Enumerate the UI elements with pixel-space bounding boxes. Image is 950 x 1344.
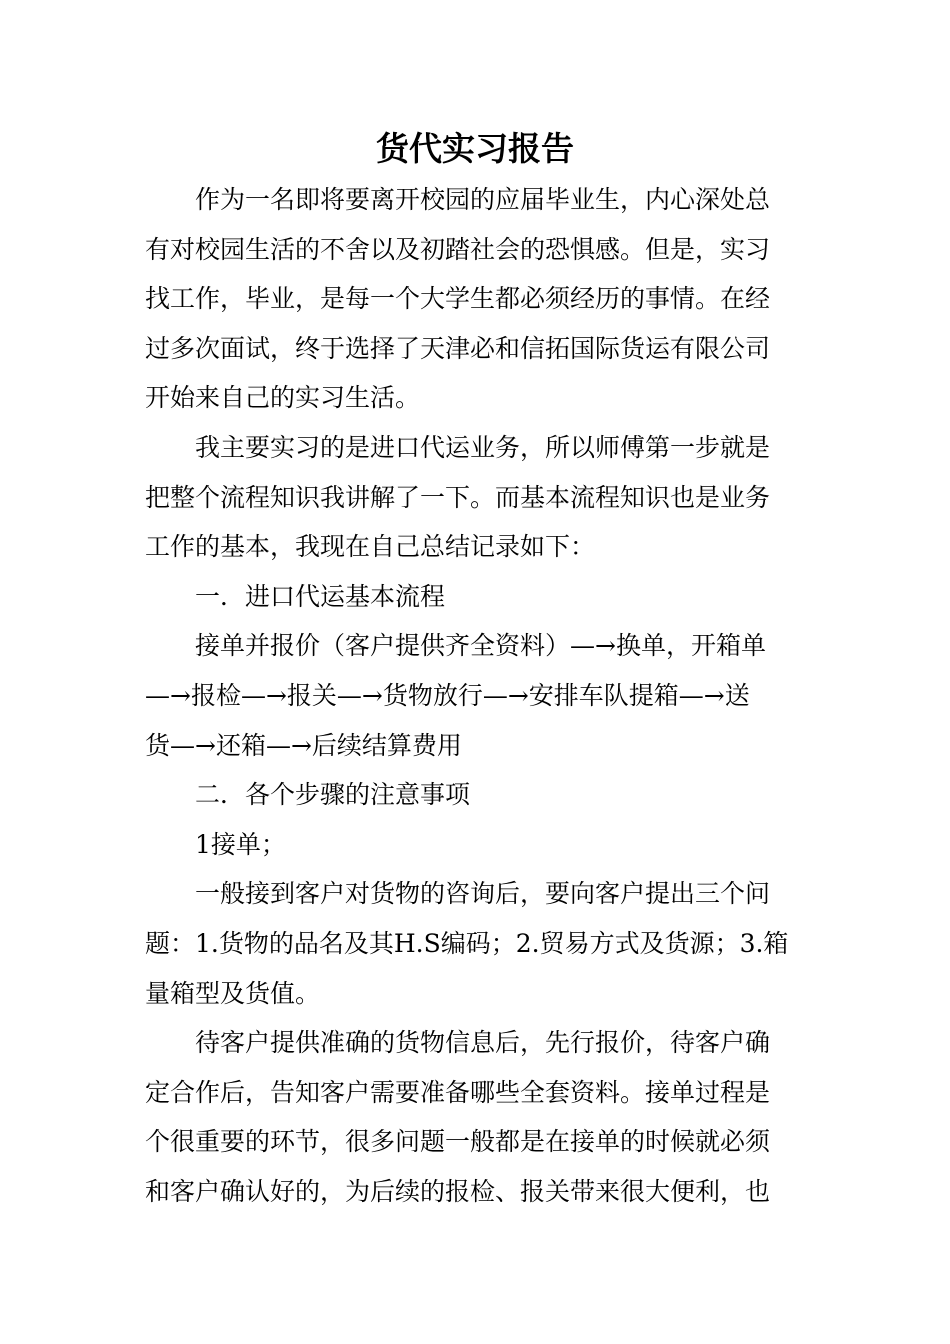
- document-body: [145, 175, 807, 1216]
- subheading-order-taking: 1接单；: [195, 829, 286, 859]
- paragraph-quotation: 待客户提供准确的货物信息后，先行报价，待客户确 定合作后，告知客户需要准备哪些全套资料。接单过程是 个很重要的环节，很多问题一般都是在接单的时候就必须 和客户确认好的，为后续的报检、报关带来很大便利，也: [145, 1028, 771, 1206]
- paragraph-internship-focus: 我主要实习的是进口代运业务，所以师傅第一步就是 把整个流程知识我讲解了一下。而基本流程知识也是业务 工作的基本，我现在自己总结记录如下：: [145, 432, 771, 562]
- paragraph-three-questions: 一般接到客户对货物的咨询后，要向客户提出三个问 题：1.货物的品名及其H.S编码；2.贸易方式及货源；3.箱 量箱型及货值。: [145, 879, 789, 1008]
- section-heading-basic-process: 一．进口代运基本流程: [195, 581, 446, 611]
- document-title: 货代实习报告: [376, 129, 574, 168]
- paragraph-intro: 作为一名即将要离开校园的应届毕业生，内心深处总 有对校园生活的不舍以及初踏社会的恐惧感。但是，实习 找工作，毕业，是每一个大学生都必须经历的事情。在经 过多次面试，终于选择了天津必和信拓国际货运有限公司 开始来自己的实习生活。: [145, 185, 771, 413]
- paragraph-process-flow: 接单并报价（客户提供齐全资料）—→换单，开箱单 —→报检—→报关—→货物放行—→安排车队提箱—→送 货—→还箱—→后续结算费用: [145, 631, 766, 760]
- section-heading-step-notes: 二．各个步骤的注意事项: [195, 780, 471, 810]
